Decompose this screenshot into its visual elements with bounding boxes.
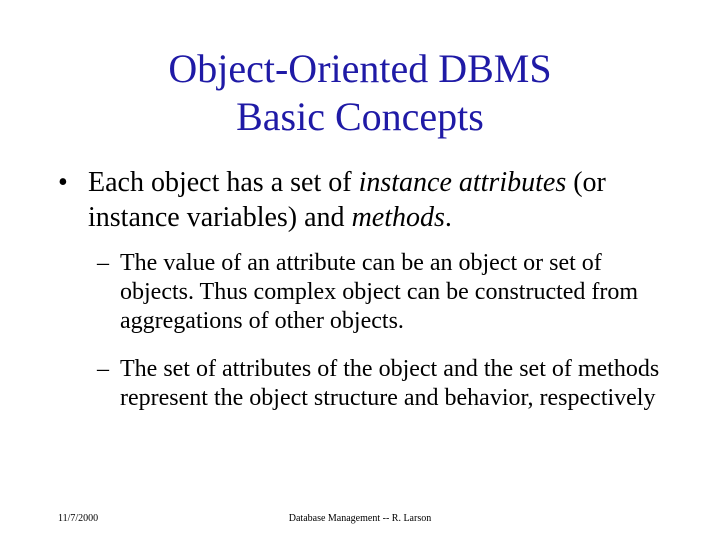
slide-title: [0, 45, 720, 141]
bullet-text-start: Each object has a set of: [88, 167, 359, 198]
bullet-text-end: .: [444, 202, 452, 233]
sub-bullet-1-marker: –: [97, 250, 109, 276]
main-bullet: [58, 165, 698, 235]
footer-date: 11/7/2000: [58, 513, 99, 524]
bullet-text-middle: (or instance variables) and: [88, 167, 606, 233]
sub-bullet-2: [97, 355, 677, 413]
sub-bullet-1-text: The value of an attribute can be an object or set of objects. Thus complex object can be constructed from aggregations of other objects.: [120, 250, 639, 334]
footer-course: Database Management -- R. Larson: [288, 513, 432, 524]
slide-title-line-1: Object-Oriented DBMS: [168, 46, 552, 91]
slide-title-line-2: Basic Concepts: [236, 94, 484, 139]
bullet-italic-instance-attributes: instance attributes: [358, 167, 567, 198]
bullet-marker: •: [58, 167, 68, 198]
sub-bullet-1: [97, 249, 677, 336]
main-bullet-text: [88, 165, 698, 235]
sub-bullet-2-marker: –: [97, 356, 109, 382]
sub-bullet-2-text: The set of attributes of the object and the set of methods represent the object structure and behavior, respectively: [120, 356, 660, 411]
bullet-italic-methods: methods: [351, 202, 445, 233]
